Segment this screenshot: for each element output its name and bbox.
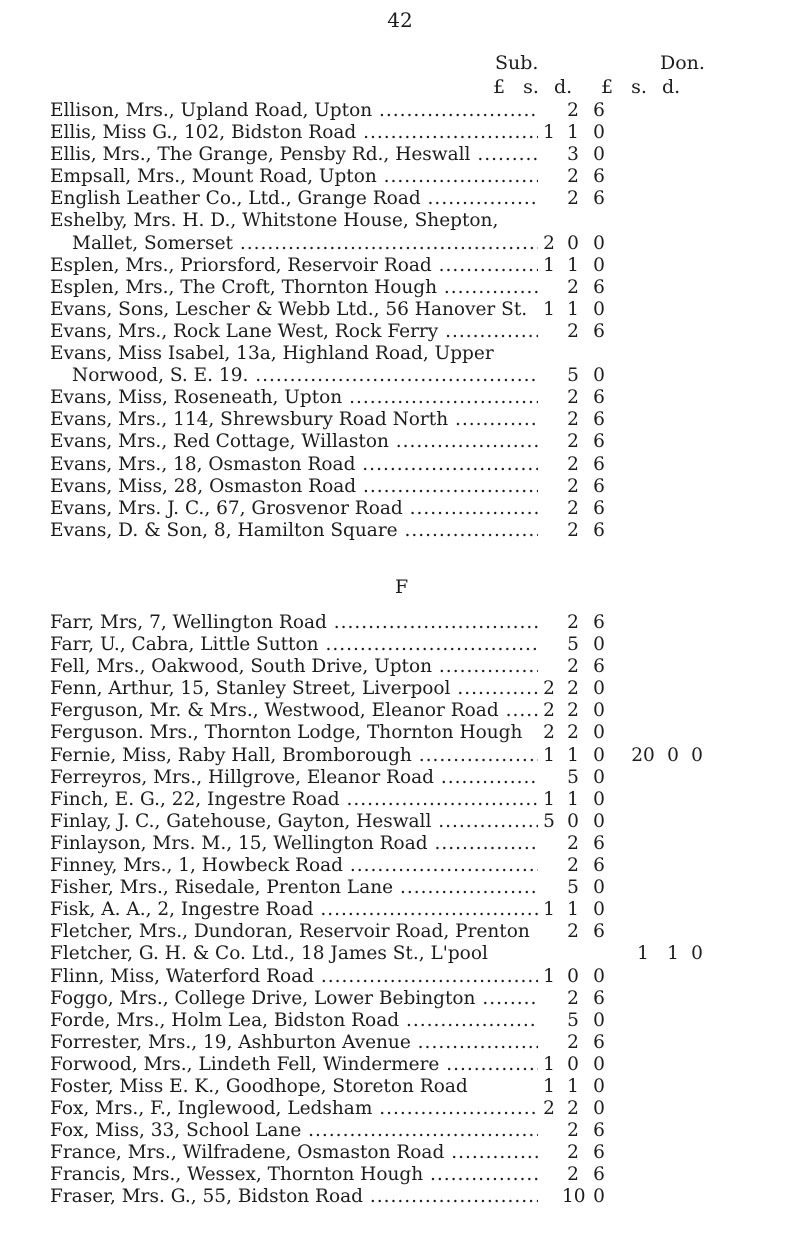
sub-shillings-value: 2 bbox=[567, 832, 579, 854]
list-item bbox=[50, 833, 780, 855]
sub-shillings-value: 1 bbox=[567, 788, 579, 810]
section-f-heading: F bbox=[395, 576, 409, 598]
sub-pence-value: 6 bbox=[593, 855, 605, 877]
sub-pence-value: 0 bbox=[593, 899, 605, 921]
sub-pence-value: 6 bbox=[593, 188, 605, 210]
subscriber-name: Fox, Miss, 33, School Lane ..... bbox=[50, 1120, 538, 1142]
subscriber-name: Foggo, Mrs., College Drive, Lower Bebington ..... bbox=[50, 988, 538, 1010]
sub-pounds-value: 5 bbox=[543, 810, 555, 832]
sub-shillings-value: 2 bbox=[567, 1031, 579, 1053]
list-item bbox=[50, 966, 780, 988]
subscriber-name: Ellis, Mrs., The Grange, Pensby Rd., Heswall ..... bbox=[50, 144, 538, 166]
list-item bbox=[50, 811, 780, 833]
sub-shillings-value: 1 bbox=[567, 298, 579, 320]
don-pence-value: 0 bbox=[691, 943, 703, 965]
subscriber-name: Francis, Mrs., Wessex, Thornton Hough ..... bbox=[50, 1164, 538, 1186]
list-item bbox=[50, 1076, 780, 1098]
subscriber-name: Finch, E. G., 22, Ingestre Road ..... bbox=[50, 789, 538, 811]
sub-shillings-value: 2 bbox=[567, 1164, 579, 1186]
sub-shillings-value: 2 bbox=[567, 921, 579, 943]
list-item-line bbox=[50, 343, 780, 365]
subscriber-name: Forwood, Mrs., Lindeth Fell, Windermere ..... bbox=[50, 1054, 538, 1076]
subscriber-address-continued: Norwood, S. E. 19. ..... bbox=[72, 365, 538, 387]
don-units-header bbox=[594, 76, 684, 98]
sub-shillings-value: 2 bbox=[567, 656, 579, 678]
sub-pence-value: 0 bbox=[593, 1009, 605, 1031]
don-pounds-value: 20 bbox=[631, 744, 655, 766]
sub-pence-value: 6 bbox=[593, 276, 605, 298]
sub-shillings-value: 2 bbox=[567, 1120, 579, 1142]
sub-pence-value: 6 bbox=[593, 387, 605, 409]
sub-pence-value: 6 bbox=[593, 1031, 605, 1053]
sub-pounds-value: 2 bbox=[543, 722, 555, 744]
list-item bbox=[50, 722, 780, 744]
sub-shillings-value: 2 bbox=[567, 431, 579, 453]
list-item bbox=[50, 166, 780, 188]
sub-pence-value: 0 bbox=[593, 722, 605, 744]
sub-pence-value: 0 bbox=[593, 122, 605, 144]
subscriber-name: Evans, Mrs., Red Cottage, Willaston ..... bbox=[50, 431, 538, 453]
subscriber-name: Evans, Miss, Roseneath, Upton ..... bbox=[50, 387, 538, 409]
sub-pence-value: 6 bbox=[593, 166, 605, 188]
list-item bbox=[50, 678, 780, 700]
sub-pence-value: 6 bbox=[593, 612, 605, 633]
don-pounds-unit: £ bbox=[600, 76, 614, 98]
sub-shillings-value: 5 bbox=[567, 1009, 579, 1031]
subscriber-name: Fell, Mrs., Oakwood, South Drive, Upton ..... bbox=[50, 656, 538, 678]
list-item bbox=[50, 988, 780, 1010]
list-item-line bbox=[50, 210, 780, 232]
sub-pence-value: 6 bbox=[593, 497, 605, 519]
sub-pence-value: 0 bbox=[593, 1053, 605, 1075]
subscriber-name: Evans, Miss, 28, Osmaston Road ..... bbox=[50, 476, 538, 498]
subscriber-name: Eshelby, Mrs. H. D., Whitstone House, Shepton, bbox=[50, 210, 499, 232]
list-item bbox=[50, 255, 780, 277]
sub-pence-value: 0 bbox=[593, 1186, 605, 1208]
list-item bbox=[50, 921, 780, 943]
sub-pounds-value: 1 bbox=[543, 965, 555, 987]
sub-pence-value: 6 bbox=[593, 1142, 605, 1164]
sub-shillings-value: 2 bbox=[567, 1098, 579, 1120]
sub-shillings-value: 5 bbox=[567, 766, 579, 788]
subscriber-name: Evans, Miss Isabel, 13a, Highland Road, Upper bbox=[50, 343, 494, 365]
subscriber-name: Forde, Mrs., Holm Lea, Bidston Road ..... bbox=[50, 1010, 538, 1032]
sub-shillings-value: 10 bbox=[562, 1186, 586, 1208]
sub-pounds-value: 1 bbox=[543, 744, 555, 766]
list-item bbox=[50, 634, 780, 656]
sub-pounds-value: 1 bbox=[543, 899, 555, 921]
sub-shillings-value: 2 bbox=[567, 855, 579, 877]
list-item bbox=[50, 233, 780, 255]
sub-pence-value: 6 bbox=[593, 1164, 605, 1186]
subscriber-name: Ferguson, Mr. & Mrs., Westwood, Eleanor Road ..... bbox=[50, 700, 538, 722]
subscriber-name: Evans, Mrs., 18, Osmaston Road ..... bbox=[50, 454, 538, 476]
list-item bbox=[50, 700, 780, 722]
list-item bbox=[50, 1164, 780, 1186]
sub-pounds-value: 1 bbox=[543, 1075, 555, 1097]
list-item bbox=[50, 877, 780, 899]
sub-column-header: Sub. bbox=[495, 52, 539, 74]
sub-pence-value: 0 bbox=[593, 788, 605, 810]
list-item bbox=[50, 365, 780, 387]
sub-pence-value: 0 bbox=[593, 678, 605, 700]
sub-pence-value: 0 bbox=[593, 232, 605, 254]
subscriber-name: Finlayson, Mrs. M., 15, Wellington Road ..... bbox=[50, 833, 538, 855]
subscriber-name: Esplen, Mrs., The Croft, Thornton Hough ..... bbox=[50, 277, 538, 299]
sub-shillings-value: 2 bbox=[567, 678, 579, 700]
subscriber-name: English Leather Co., Ltd., Grange Road ..... bbox=[50, 188, 538, 210]
list-item bbox=[50, 188, 780, 210]
subscriber-address-continued: Mallet, Somerset ..... bbox=[72, 233, 538, 255]
subscriber-name: Fisher, Mrs., Risedale, Prenton Lane ..... bbox=[50, 877, 538, 899]
list-item bbox=[50, 520, 780, 542]
subscriber-name: Fletcher, G. H. & Co. Ltd., 18 James St., L'pool bbox=[50, 943, 488, 965]
subscriber-name: Forrester, Mrs., 19, Ashburton Avenue ..... bbox=[50, 1032, 538, 1054]
sub-shillings-value: 2 bbox=[567, 722, 579, 744]
list-item bbox=[50, 277, 780, 299]
sub-shillings-value: 2 bbox=[567, 320, 579, 342]
list-item bbox=[50, 1054, 780, 1076]
sub-shillings-value: 2 bbox=[567, 100, 579, 121]
list-item bbox=[50, 612, 780, 634]
sub-shillings-unit: s. bbox=[523, 76, 539, 98]
sub-pence-value: 6 bbox=[593, 987, 605, 1009]
sub-pence-unit: d. bbox=[553, 76, 573, 98]
list-item bbox=[50, 656, 780, 678]
sub-pence-value: 0 bbox=[593, 744, 605, 766]
sub-shillings-value: 2 bbox=[567, 409, 579, 431]
sub-pence-value: 0 bbox=[593, 365, 605, 387]
subscriber-name: Fernie, Miss, Raby Hall, Bromborough ..... bbox=[50, 745, 538, 767]
list-item bbox=[50, 387, 780, 409]
don-shillings-unit: s. bbox=[631, 76, 647, 98]
subscriber-name: Empsall, Mrs., Mount Road, Upton ..... bbox=[50, 166, 538, 188]
subscriber-name: Ellis, Miss G., 102, Bidston Road ..... bbox=[50, 122, 538, 144]
sub-pence-value: 0 bbox=[593, 1075, 605, 1097]
sub-pence-value: 0 bbox=[593, 254, 605, 276]
sub-shillings-value: 2 bbox=[567, 519, 579, 541]
subscriber-list-f bbox=[50, 612, 780, 1209]
list-item bbox=[50, 476, 780, 498]
sub-shillings-value: 1 bbox=[567, 122, 579, 144]
sub-shillings-value: 1 bbox=[567, 744, 579, 766]
sub-pounds-value: 1 bbox=[543, 122, 555, 144]
subscriber-name: Foster, Miss E. K., Goodhope, Storeton Road bbox=[50, 1075, 468, 1097]
list-item bbox=[50, 299, 780, 321]
subscriber-name: Evans, D. & Son, 8, Hamilton Square ..... bbox=[50, 520, 538, 542]
sub-pence-value: 0 bbox=[593, 144, 605, 166]
sub-shillings-value: 2 bbox=[567, 987, 579, 1009]
subscriber-name: Evans, Mrs., Rock Lane West, Rock Ferry ..... bbox=[50, 321, 538, 343]
sub-shillings-value: 2 bbox=[567, 475, 579, 497]
sub-shillings-value: 5 bbox=[567, 877, 579, 899]
list-item bbox=[50, 789, 780, 811]
sub-pence-value: 6 bbox=[593, 1120, 605, 1142]
sub-shillings-value: 0 bbox=[567, 810, 579, 832]
list-item bbox=[50, 409, 780, 431]
list-item bbox=[50, 1032, 780, 1054]
don-pence-unit: d. bbox=[661, 76, 681, 98]
sub-pounds-value: 2 bbox=[543, 678, 555, 700]
list-item bbox=[50, 899, 780, 921]
don-shillings-value: 1 bbox=[667, 943, 679, 965]
sub-pence-value: 6 bbox=[593, 431, 605, 453]
subscriber-name: Fox, Mrs., F., Inglewood, Ledsham ..... bbox=[50, 1098, 538, 1120]
subscriber-name: Farr, U., Cabra, Little Sutton ..... bbox=[50, 634, 538, 656]
don-pounds-value: 1 bbox=[637, 943, 649, 965]
sub-shillings-value: 0 bbox=[567, 965, 579, 987]
list-item bbox=[50, 321, 780, 343]
sub-shillings-value: 2 bbox=[567, 1142, 579, 1164]
don-pence-value: 0 bbox=[691, 744, 703, 766]
sub-shillings-value: 2 bbox=[567, 166, 579, 188]
subscriber-name: Evans, Mrs., 114, Shrewsbury Road North ..... bbox=[50, 409, 538, 431]
list-item bbox=[50, 943, 780, 965]
sub-pence-value: 6 bbox=[593, 409, 605, 431]
sub-pence-value: 0 bbox=[593, 634, 605, 656]
list-item bbox=[50, 745, 780, 767]
subscriber-name: Esplen, Mrs., Priorsford, Reservoir Road ..... bbox=[50, 255, 538, 277]
sub-pence-value: 6 bbox=[593, 475, 605, 497]
list-item bbox=[50, 1142, 780, 1164]
subscriber-name: France, Mrs., Wilfradene, Osmaston Road ..... bbox=[50, 1142, 538, 1164]
sub-shillings-value: 0 bbox=[567, 1053, 579, 1075]
sub-pence-value: 6 bbox=[593, 320, 605, 342]
sub-shillings-value: 1 bbox=[567, 1075, 579, 1097]
subscriber-name: Flinn, Miss, Waterford Road ..... bbox=[50, 966, 538, 988]
sub-shillings-value: 5 bbox=[567, 365, 579, 387]
sub-pence-value: 0 bbox=[593, 965, 605, 987]
sub-pence-value: 6 bbox=[593, 832, 605, 854]
subscriber-name: Fenn, Arthur, 15, Stanley Street, Liverpool ..... bbox=[50, 678, 538, 700]
sub-pence-value: 0 bbox=[593, 810, 605, 832]
list-item bbox=[50, 431, 780, 453]
page-number: 42 bbox=[387, 8, 413, 32]
list-item bbox=[50, 144, 780, 166]
sub-pounds-value: 1 bbox=[543, 788, 555, 810]
sub-shillings-value: 2 bbox=[567, 276, 579, 298]
list-item bbox=[50, 767, 780, 789]
don-shillings-value: 0 bbox=[667, 744, 679, 766]
sub-pounds-value: 2 bbox=[543, 700, 555, 722]
list-item bbox=[50, 122, 780, 144]
sub-shillings-value: 1 bbox=[567, 254, 579, 276]
subscriber-name: Ferreyros, Mrs., Hillgrove, Eleanor Road ..... bbox=[50, 767, 538, 789]
sub-pence-value: 6 bbox=[593, 100, 605, 121]
sub-shillings-value: 2 bbox=[567, 188, 579, 210]
sub-pounds-value: 1 bbox=[543, 254, 555, 276]
sub-pence-value: 0 bbox=[593, 766, 605, 788]
sub-units-header bbox=[486, 76, 576, 98]
sub-pounds-value: 1 bbox=[543, 298, 555, 320]
sub-shillings-value: 0 bbox=[567, 232, 579, 254]
subscriber-name: Ellison, Mrs., Upland Road, Upton ..... bbox=[50, 100, 538, 122]
list-item bbox=[50, 100, 780, 122]
subscriber-name: Fletcher, Mrs., Dundoran, Reservoir Road, Prenton bbox=[50, 921, 530, 943]
subscriber-name: Evans, Mrs. J. C., 67, Grosvenor Road ..... bbox=[50, 498, 538, 520]
subscriber-name: Finlay, J. C., Gatehouse, Gayton, Heswall ..... bbox=[50, 811, 538, 833]
sub-shillings-value: 5 bbox=[567, 634, 579, 656]
list-item bbox=[50, 454, 780, 476]
subscriber-name: Finney, Mrs., 1, Howbeck Road ..... bbox=[50, 855, 538, 877]
subscriber-name: Ferguson. Mrs., Thornton Lodge, Thornton Hough bbox=[50, 722, 523, 744]
sub-pence-value: 6 bbox=[593, 921, 605, 943]
sub-pounds-value: 2 bbox=[543, 232, 555, 254]
sub-shillings-value: 2 bbox=[567, 387, 579, 409]
sub-pounds-value: 2 bbox=[543, 1098, 555, 1120]
subscriber-name: Farr, Mrs, 7, Wellington Road ..... bbox=[50, 612, 538, 634]
list-item bbox=[50, 855, 780, 877]
sub-pence-value: 6 bbox=[593, 519, 605, 541]
sub-pence-value: 6 bbox=[593, 656, 605, 678]
sub-pounds-value: 1 bbox=[543, 1053, 555, 1075]
sub-shillings-value: 3 bbox=[567, 144, 579, 166]
subscriber-name: Evans, Sons, Lescher & Webb Ltd., 56 Hanover St. bbox=[50, 298, 528, 320]
don-column-header: Don. bbox=[660, 52, 705, 74]
subscriber-name: Fisk, A. A., 2, Ingestre Road ..... bbox=[50, 899, 538, 921]
list-item bbox=[50, 498, 780, 520]
sub-pence-value: 0 bbox=[593, 1098, 605, 1120]
sub-pence-value: 0 bbox=[593, 298, 605, 320]
sub-shillings-value: 2 bbox=[567, 497, 579, 519]
sub-shillings-value: 2 bbox=[567, 453, 579, 475]
sub-pence-value: 0 bbox=[593, 877, 605, 899]
sub-shillings-value: 2 bbox=[567, 612, 579, 633]
list-item bbox=[50, 1186, 780, 1208]
list-item bbox=[50, 1098, 780, 1120]
sub-pence-value: 0 bbox=[593, 700, 605, 722]
sub-shillings-value: 1 bbox=[567, 899, 579, 921]
list-item bbox=[50, 1010, 780, 1032]
subscriber-name: Fraser, Mrs. G., 55, Bidston Road ..... bbox=[50, 1186, 538, 1208]
list-item bbox=[50, 1120, 780, 1142]
subscriber-list-e bbox=[50, 100, 780, 542]
sub-pounds-unit: £ bbox=[492, 76, 506, 98]
sub-shillings-value: 2 bbox=[567, 700, 579, 722]
sub-pence-value: 6 bbox=[593, 453, 605, 475]
